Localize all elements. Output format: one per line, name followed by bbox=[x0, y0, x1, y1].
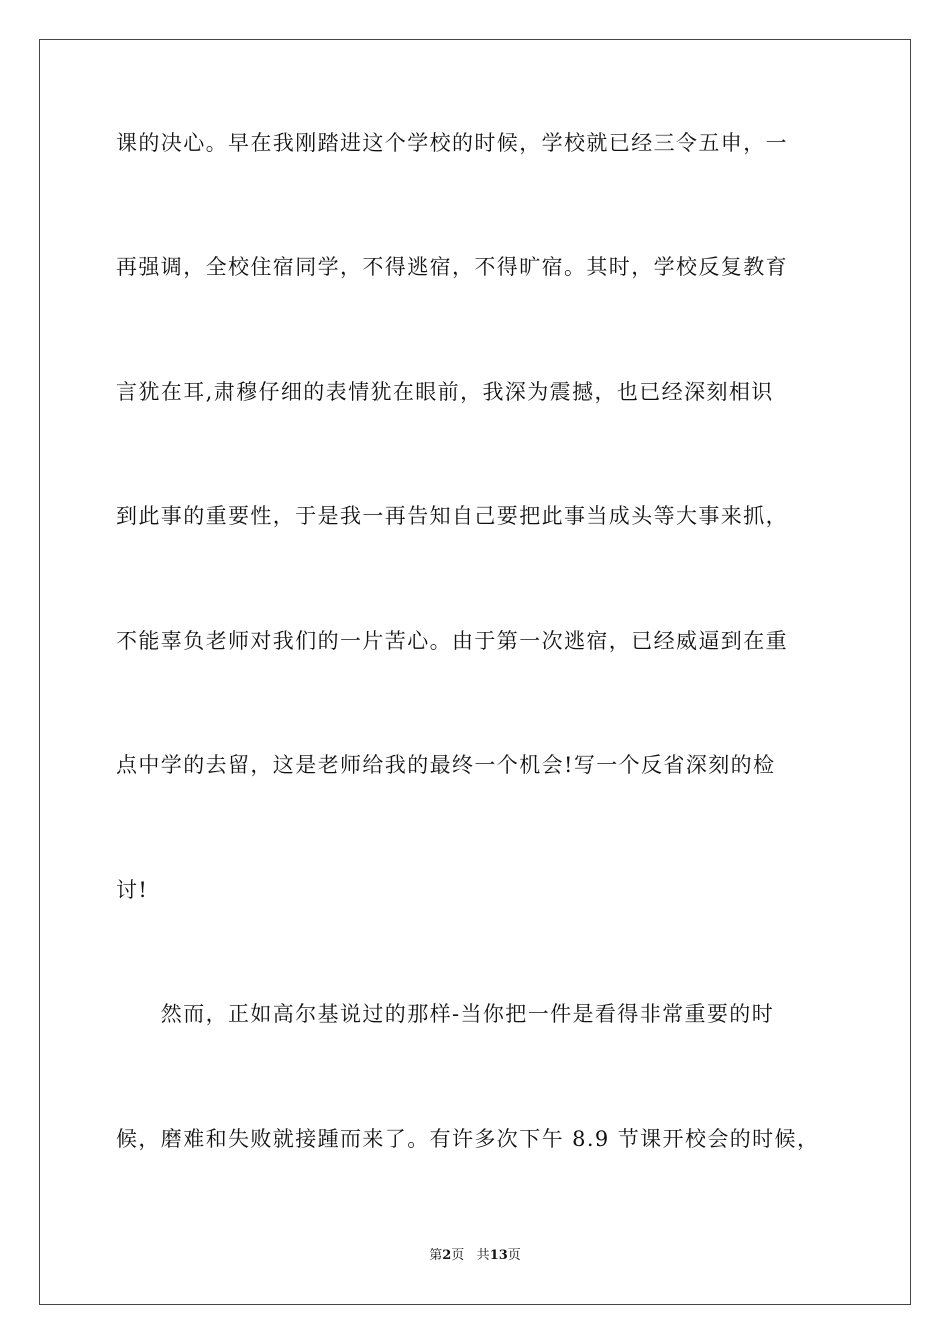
page-footer bbox=[0, 1247, 950, 1265]
text-line-9: 候，磨难和失败就接踵而来了。有许多次下午 8.9 节课开校会的时候， bbox=[116, 1127, 820, 1151]
text-line-4: 到此事的重要性，于是我一再告知自己要把此事当成头等大事来抓， bbox=[116, 504, 788, 528]
footer-page-suffix: 页 bbox=[451, 1248, 465, 1263]
footer-page-number: 2 bbox=[442, 1248, 452, 1263]
text-line-8: 然而，正如高尔基说过的那样-当你把一件是看得非常重要的时 bbox=[116, 1002, 775, 1026]
footer-total-suffix: 页 bbox=[507, 1248, 521, 1263]
text-line-5: 不能辜负老师对我们的一片苦心。由于第一次逃宿，已经威逼到在重 bbox=[116, 629, 788, 653]
text-line-2: 再强调，全校住宿同学，不得逃宿，不得旷宿。其时，学校反复教育 bbox=[116, 255, 788, 279]
text-line-6: 点中学的去留，这是老师给我的最终一个机会!写一个反省深刻的检 bbox=[116, 753, 776, 777]
text-line-1: 课的决心。早在我刚踏进这个学校的时候，学校就已经三令五申，一 bbox=[116, 131, 788, 155]
footer-prefix: 第 bbox=[429, 1248, 443, 1263]
footer-total-pages: 13 bbox=[489, 1248, 508, 1263]
page-border bbox=[39, 39, 911, 1305]
text-line-7: 讨! bbox=[116, 878, 149, 902]
footer-total-prefix: 共 bbox=[476, 1248, 490, 1263]
text-line-3: 言犹在耳,肃穆仔细的表情犹在眼前，我深为震撼，也已经深刻相识 bbox=[116, 380, 774, 404]
